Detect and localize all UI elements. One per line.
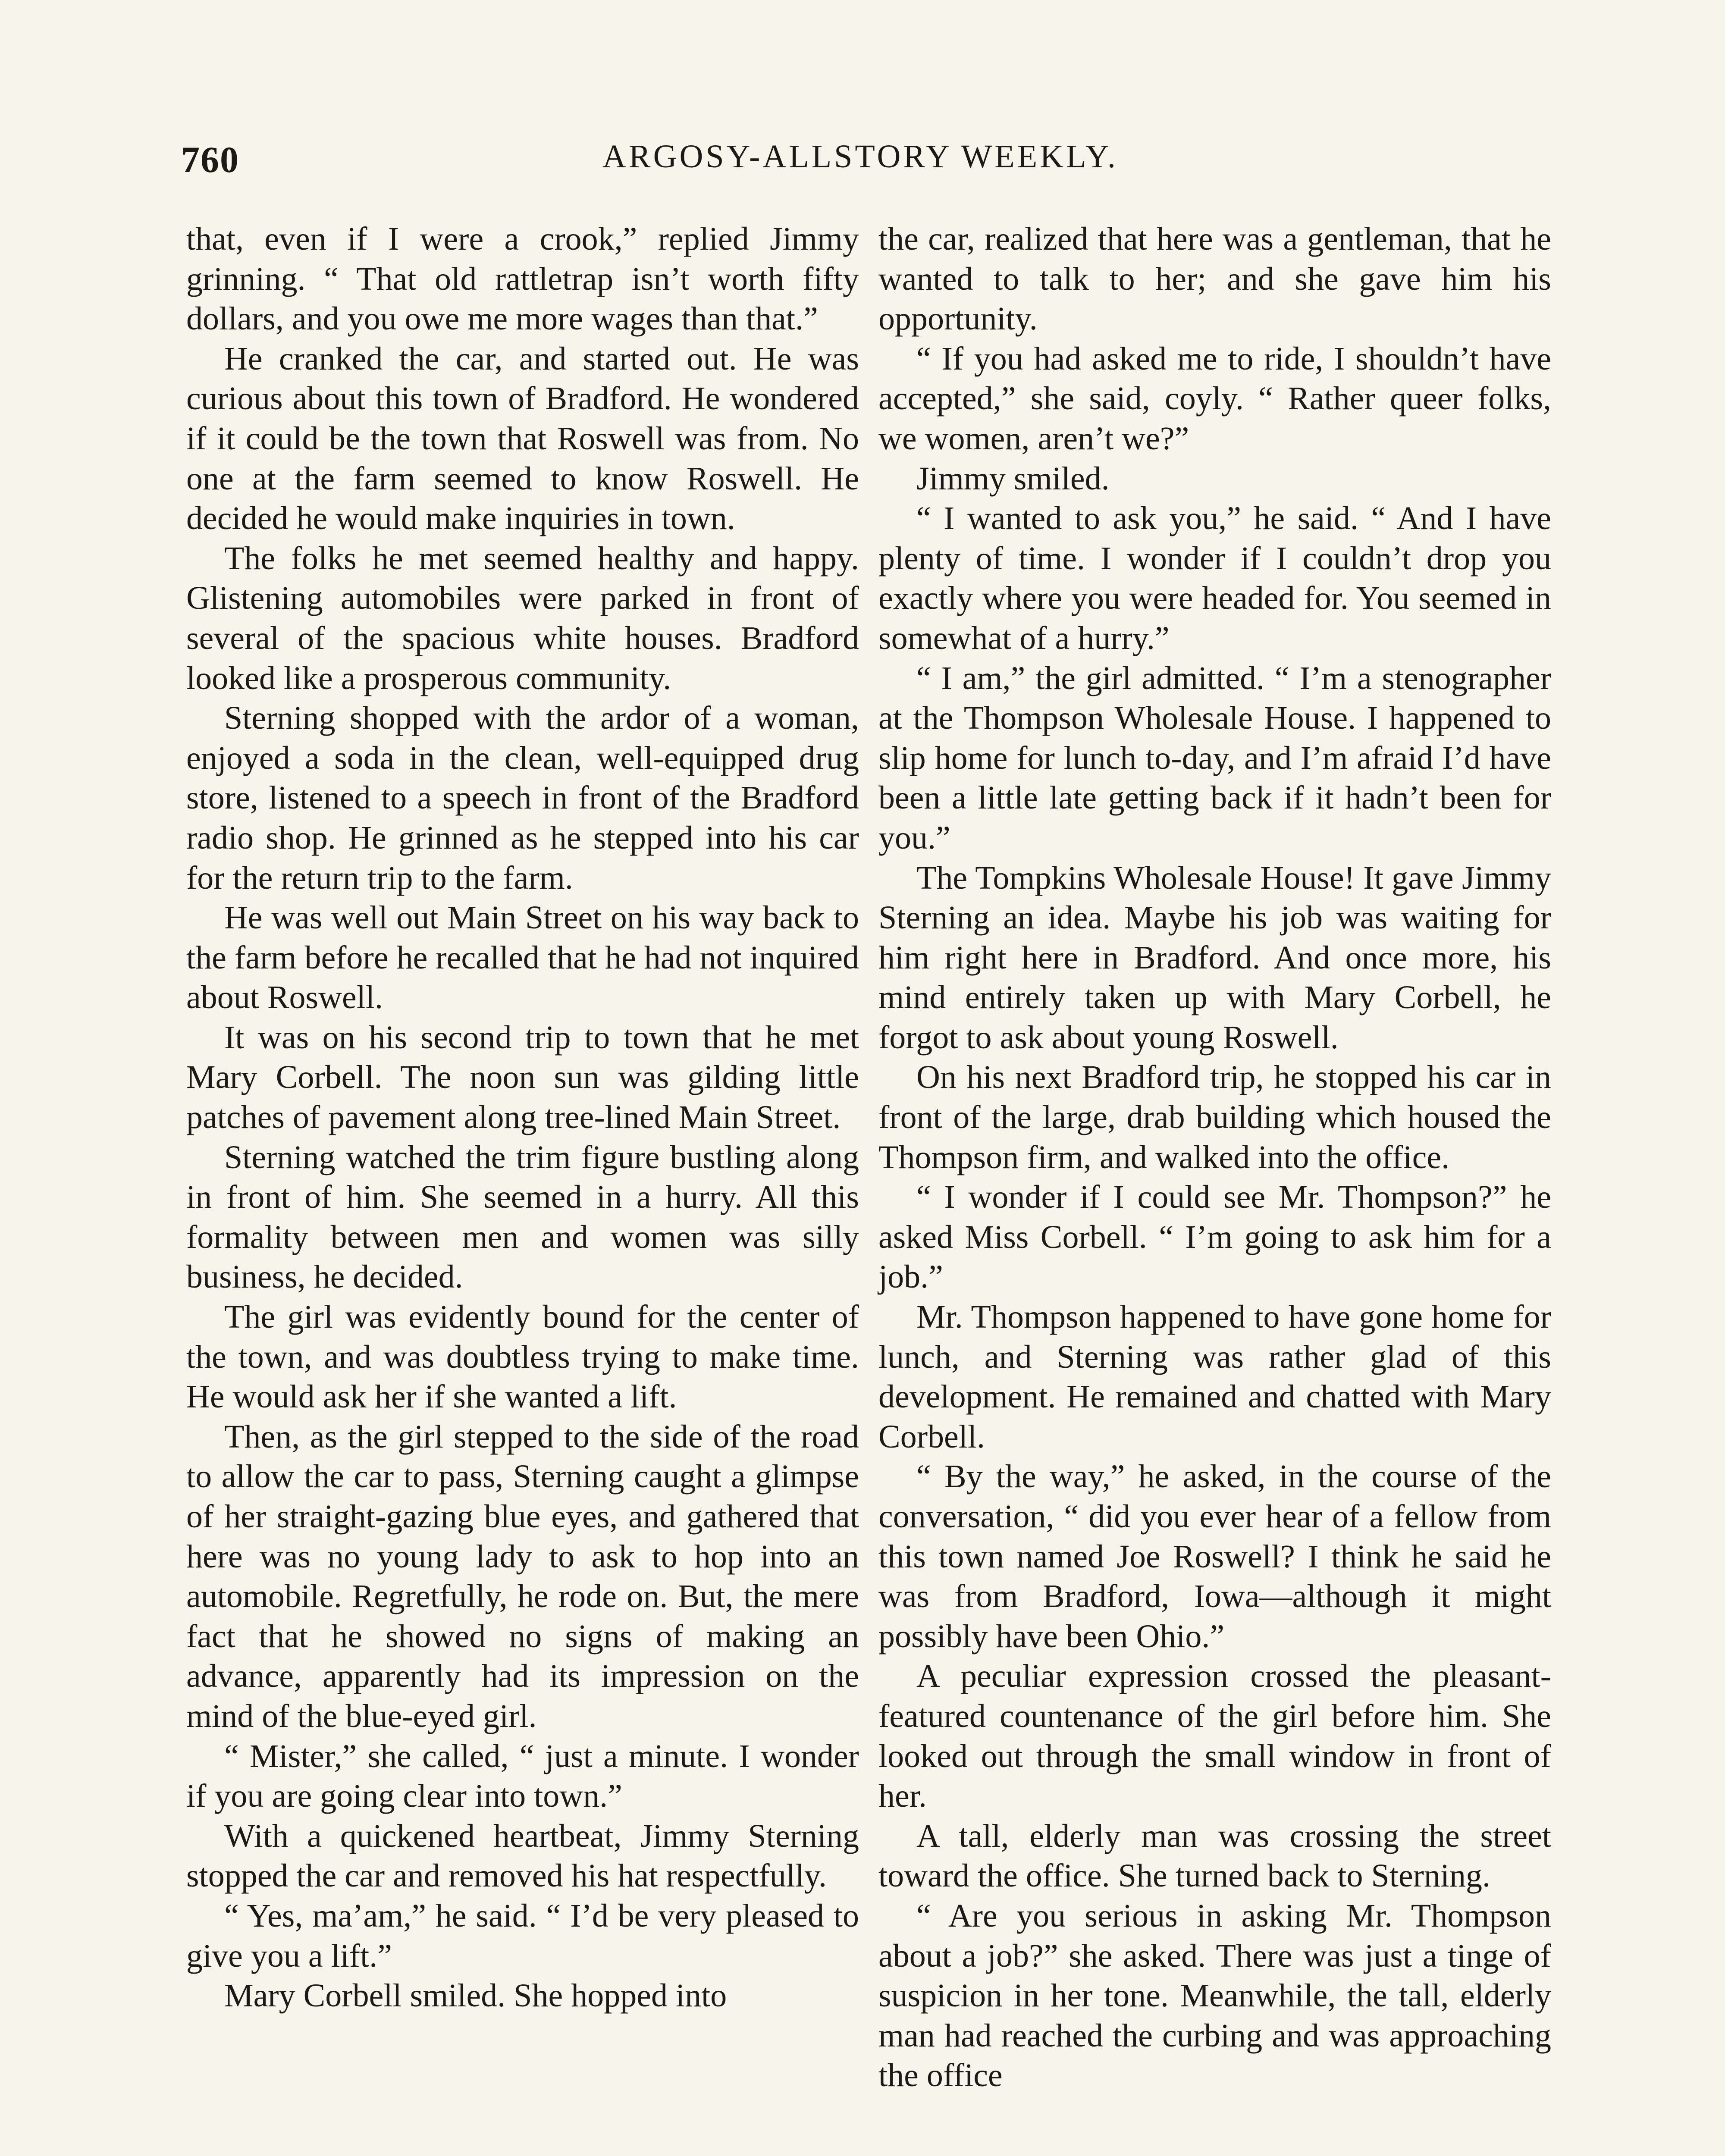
left-text-column: [186, 219, 859, 2016]
paragraph: The girl was evidently bound for the center of the town, and was doubtless trying to make time. He would ask her if she wanted a lift.: [186, 1299, 859, 1415]
page-number: 760: [181, 139, 239, 180]
paragraph: that, even if I were a crook,” replied Jimmy grinning. “ That old rattletrap isn’t worth fifty dollars, and you owe me more wages than that.”: [186, 221, 859, 337]
paragraph: “ I wonder if I could see Mr. Thompson?” he asked Miss Corbell. “ I’m going to ask him for a job.”: [878, 1179, 1551, 1295]
paragraph: He cranked the car, and started out. He was curious about this town of Bradford. He wondered if it could be the town that Roswell was from. No one at the farm seemed to know Roswell. He decided he would make inquiries in town.: [186, 340, 859, 537]
paragraph: It was on his second trip to town that he met Mary Corbell. The noon sun was gilding little patches of pavement along tree-lined Main Street.: [186, 1019, 859, 1136]
paragraph: Sterning watched the trim figure bustling along in front of him. She seemed in a hurry. All this formality between men and women was silly business, he decided.: [186, 1139, 859, 1295]
paragraph: “ Mister,” she called, “ just a minute. I wonder if you are going clear into town.”: [186, 1738, 859, 1814]
paragraph: “ Yes, ma’am,” he said. “ I’d be very pleased to give you a lift.”: [186, 1897, 859, 1974]
paragraph: A tall, elderly man was crossing the street toward the office. She turned back to Sterning.: [878, 1818, 1551, 1894]
paragraph: Then, as the girl stepped to the side of the road to allow the car to pass, Sterning caught a glimpse of her straight-gazing blue eyes, and gathered that here was no young lady to ask to hop into an automobile. Regretfully, he rode on. But, the mere fact that he showed no signs of making an advance, apparently had its impression on the mind of the blue-eyed girl.: [186, 1418, 859, 1734]
paragraph: He was well out Main Street on his way back to the farm before he recalled that he had not inquired about Roswell.: [186, 899, 859, 1016]
paragraph: A peculiar expression crossed the pleasant-featured countenance of the girl before him. She looked out through the small window in front of her.: [878, 1658, 1551, 1814]
paragraph: Mary Corbell smiled. She hopped into: [224, 1977, 727, 2014]
paragraph: “ I am,” the girl admitted. “ I’m a stenographer at the Thompson Wholesale House. I happened to slip home for lunch to-day, and I’m afraid I’d have been a little late getting back if it hadn’t been for you.”: [878, 660, 1551, 856]
paragraph: “ If you had asked me to ride, I shouldn’t have accepted,” she said, coyly. “ Rather queer folks, we women, aren’t we?”: [878, 340, 1551, 457]
paragraph: the car, realized that here was a gentleman, that he wanted to talk to her; and she gave him his opportunity.: [878, 221, 1551, 337]
paragraph: On his next Bradford trip, he stopped his car in front of the large, drab building which housed the Thompson firm, and walked into the office.: [878, 1059, 1551, 1175]
running-head: [181, 138, 1540, 194]
right-text-column: [878, 219, 1551, 2096]
paragraph: Sterning shopped with the ardor of a woman, enjoyed a soda in the clean, well-equipped drug store, listened to a speech in front of the Bradford radio shop. He grinned as he stepped into his car for the return trip to the farm.: [186, 700, 859, 896]
paragraph: “ I wanted to ask you,” he said. “ And I have plenty of time. I wonder if I couldn’t drop you exactly where you were headed for. You seemed in somewhat of a hurry.”: [878, 500, 1551, 656]
paragraph: With a quickened heartbeat, Jimmy Sterning stopped the car and removed his hat respectfully.: [186, 1818, 859, 1894]
paragraph: “ By the way,” he asked, in the course of the conversation, “ did you ever hear of a fellow from this town named Joe Roswell? I think he said he was from Bradford, Iowa—although it might possibly have been Ohio.”: [878, 1458, 1551, 1655]
paragraph: Jimmy smiled.: [916, 460, 1110, 497]
paragraph: The Tompkins Wholesale House! It gave Jimmy Sterning an idea. Maybe his job was waiting for him right here in Bradford. And once more, his mind entirely taken up with Mary Corbell, he forgot to ask about young Roswell.: [878, 859, 1551, 1056]
paragraph: The folks he met seemed healthy and happy. Glistening automobiles were parked in front of several of the spacious white houses. Bradford looked like a prosperous community.: [186, 540, 859, 696]
paragraph: Mr. Thompson happened to have gone home for lunch, and Sterning was rather glad of this development. He remained and chatted with Mary Corbell.: [878, 1299, 1551, 1455]
paragraph: “ Are you serious in asking Mr. Thompson about a job?” she asked. There was just a tinge of suspicion in her tone. Meanwhile, the tall, elderly man had reached the curbing and was approaching the office: [878, 1897, 1551, 2094]
publication-title: ARGOSY-ALLSTORY WEEKLY.: [602, 138, 1118, 175]
